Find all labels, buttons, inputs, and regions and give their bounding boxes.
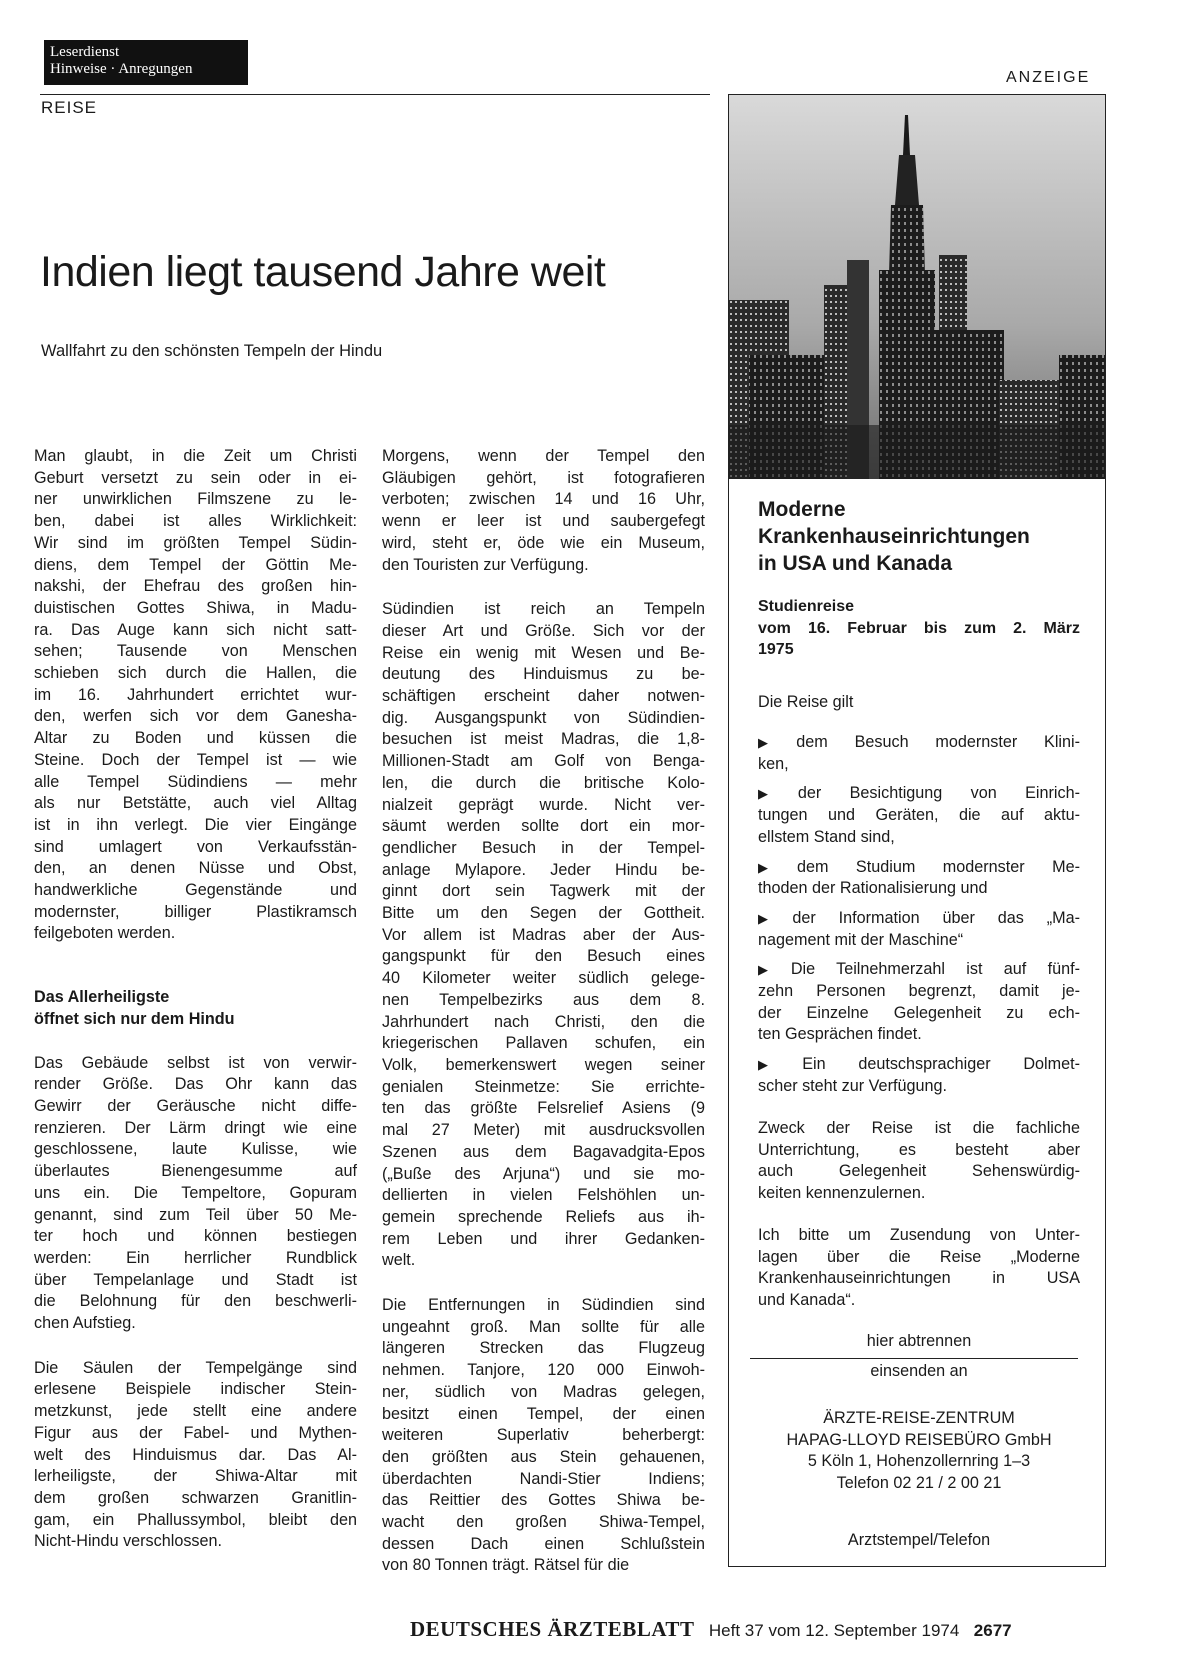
text-line: rem Leben und ihrer Gedanken- [382,1229,705,1248]
text-line: gemein sprechende Reliefs aus ih- [382,1207,705,1226]
text-line: metzkunst, jede stellt eine andere [34,1402,357,1421]
text-line: len, die durch die britische Kolo- [382,773,705,792]
text-line: wacht den großen Shiwa-Tempel, [382,1513,705,1532]
text-line: Figur aus der Fabel- und Mythen- [34,1423,357,1442]
text-line: erlesene Beispiele indischer Stein- [34,1380,357,1399]
ad-bullet-item [758,783,1080,848]
text-line: gangspunkt für den Besuch eines [382,947,705,966]
bullet-arrow-icon: ▶ [758,786,792,802]
badge-line-1: Leserdienst [50,44,120,60]
text-line: dellierten in vielen Felshöhlen un- [382,1186,705,1205]
text-line: Nicht-Hindu verschlossen. [34,1532,223,1551]
bullet-text: ken, [758,754,789,773]
text-line [758,1076,1080,1098]
paragraph [34,446,357,945]
footer-issue: Heft 37 vom 12. September 1974 [708,1621,960,1640]
bullet-text: thoden der Rationalisierung und [758,879,988,898]
text-line: über Tempelanlage und Stadt ist [34,1270,357,1289]
ad-bullet-item [758,732,1080,775]
text-line: geschlossene, laute Kulisse, wie [34,1140,357,1159]
text-line: render Größe. Das Ohr kann das [34,1075,357,1094]
bullet-text: dem Besuch modernster Klini- [796,733,1080,751]
text-line: duistischen Gottes Shiwa, in Madu- [34,598,357,617]
address-line-2: HAPAG-LLOYD REISEBÜRO GmbH [786,1430,1052,1449]
text-line: modernster, billiger Plastikramsch [34,902,357,921]
address-line-4: Telefon 02 21 / 2 00 21 [836,1474,1002,1493]
text-line: renzieren. Der Lärm dringt wie eine [34,1118,357,1137]
bullet-text: nagement mit der Maschine“ [758,930,964,949]
text-line: nakshi, der Ehefrau des großen hin- [34,577,357,596]
text-line: längeren Strecken das Flugzeug [382,1339,705,1358]
ad-title [758,496,1030,577]
bullet-arrow-icon: ▶ [758,859,791,875]
text-line: auch Gelegenheit Sehenswürdig- [758,1162,1080,1181]
study-line-2: vom 16. Februar bis zum 2. März [758,619,1080,637]
text-line: überdachten Nandi-Stier Indiens; [382,1469,705,1488]
text-line: den, werfen sich vor dem Ganesha- [34,707,357,726]
text-line: genannt, sind zum Teil über 50 Me- [34,1205,357,1224]
ad-bullet-item [758,959,1080,1046]
address-line-1: ÄRZTE-REISE-ZENTRUM [823,1409,1015,1427]
ad-request [758,1225,1080,1312]
text-line: Steine. Doch der Tempel ist — wie [34,750,357,769]
bullet-text: ten Gesprächen findet. [758,1025,922,1044]
text-line: lagen über die Reise „Moderne [758,1247,1080,1266]
text-line [758,1024,1080,1046]
text-line: dig. Ausgangspunkt von Südindien- [382,708,705,727]
study-line-1: Studienreise [758,598,855,615]
text-line: besuchen ist meist Madras, die 1,8- [382,730,705,749]
text-line [758,930,1080,952]
subheading-line-2: öffnet sich nur dem Hindu [34,1009,235,1028]
text-line: nen Tempelbezirks aus dem 8. [382,990,705,1009]
text-line: anlage Mylapore. Jeder Hindu be- [382,860,705,879]
article-column-1 [34,446,357,1576]
section-label: REISE [41,98,98,117]
text-line: nialzeit geprägt wurde. Nicht ver- [382,795,705,814]
text-line [758,908,1080,930]
page-footer [410,1617,1100,1642]
text-line: von 80 Tonnen trägt. Rätsel für die [382,1556,630,1575]
paragraph [382,446,705,576]
text-line: überlautes Bienengesumme auf [34,1162,357,1181]
ad-study-trip [758,596,1080,661]
text-line [758,981,1080,1003]
bullet-arrow-icon: ▶ [758,1057,797,1073]
article-headline: Indien liegt tausend Jahre weit [40,248,606,296]
text-line: genialen Steinmetze: Sie errichte- [382,1077,705,1096]
text-line: den, an denen Nüsse und Obst, [34,859,357,878]
text-line: weiteren Superlativ beherbergt: [382,1426,705,1445]
ad-bullet-item [758,1054,1080,1097]
text-line: diens, dem Tempel der Göttin Me- [34,555,357,574]
text-line: ner, südlich von Madras gelegen, [382,1382,705,1401]
text-line: Vor allem ist Madras aber der Aus- [382,925,705,944]
bullet-text: scher steht zur Verfügung. [758,1076,947,1095]
stamp-label: Arztstempel/Telefon [847,1531,991,1549]
text-line: Gewirr der Geräusche nicht diffe- [34,1096,357,1115]
text-line: schieben sich durch die Hallen, die [34,664,357,683]
text-line: Reise ein wenig mit Wesen und Be- [382,643,705,662]
text-line [758,959,1080,981]
cut-here-label: hier abtrennen [866,1332,972,1350]
text-line: wird, steht er, öde wie ein Museum, [382,533,705,552]
ad-label: ANZEIGE [1006,69,1091,86]
text-line: Das Gebäude selbst ist von verwir- [34,1053,357,1072]
text-line: im 16. Jahrhundert errichtet wur- [34,685,357,704]
text-line: Szenen aus dem Bagavadgita-Epos [382,1142,705,1161]
text-line: ist in ihn verlegt. Die vier Eingänge [34,815,357,834]
bullet-text: zehn Personen begrenzt, damit je- [758,982,1080,1001]
text-line: alle Tempel Südindiens — mehr [34,772,357,791]
bullet-text: der Einzelne Gelegenheit zu ech- [758,1003,1080,1022]
article-column-2 [382,446,705,1600]
text-line: besitzt einen Tempel, der einen [382,1404,705,1423]
skyline-photo [729,95,1105,479]
text-line: werden: Ein herrlicher Rundblick [34,1248,357,1267]
text-line: Gläubigen gehört, ist fotografieren [382,468,705,487]
text-line: chen Aufstieg. [34,1314,136,1333]
text-line: deutung des Hinduismus zu be- [382,665,705,684]
text-line: sehen; Tausende von Menschen [34,642,357,661]
address-line-3: 5 Köln 1, Hohenzollernring 1–3 [807,1452,1031,1471]
badge-line-2: Hinweise · Anregungen [50,61,193,77]
text-line: Wir sind im größten Tempel Südin- [34,533,357,552]
text-line: säumt werden sollte dort ein mor- [382,817,705,836]
text-line: ben, dabei ist alles Wirklichkeit: [34,512,357,531]
text-line: dessen Dach einen Schlußstein [382,1534,705,1553]
text-line: nehmen. Tanjore, 120 000 Einwoh- [382,1361,705,1380]
ad-title-line-3: in USA und Kanada [758,552,953,575]
text-line: Altar zu Boden und küssen die [34,729,357,748]
cut-line [750,1358,1078,1359]
text-line: Zweck der Reise ist die fachliche [758,1119,1080,1137]
paragraph [382,599,705,1272]
text-line [758,827,1080,849]
text-line: Unterrichtung, es besteht aber [758,1140,1080,1159]
text-line: wenn er leer ist und saubergefegt [382,512,705,531]
ad-bullet-list [758,732,1080,1106]
ad-intro: Die Reise gilt [758,693,854,711]
text-line: handwerkliche Gegenstände und [34,881,357,900]
text-line: Die Entfernungen in Südindien sind [382,1296,705,1315]
text-line [758,783,1080,805]
paragraph [382,1295,705,1577]
text-line: Bitte um den Segen der Gottheit. [382,904,705,923]
page-number: 2677 [973,1621,1012,1640]
bullet-text: Ein deutschsprachiger Dolmet- [802,1055,1080,1074]
bullet-arrow-icon: ▶ [758,735,791,750]
text-line [758,878,1080,900]
text-line: welt. [382,1251,416,1270]
text-line [758,805,1080,827]
text-line: den Touristen zur Verfügung. [382,555,589,574]
text-line: Man glaubt, in die Zeit um Christi [34,447,357,465]
text-line: mal 27 Meter) mit ausdrucksvollen [382,1121,705,1140]
text-line: ner unwirklichen Filmszene zu le- [34,490,357,509]
footer-brand: DEUTSCHES ÄRZTEBLATT [410,1617,695,1641]
bullet-arrow-icon: ▶ [758,910,787,926]
text-line: welt des Hinduismus dar. Das Al- [34,1445,357,1464]
bullet-text: Die Teilnehmerzahl ist auf fünf- [790,960,1080,979]
text-line: und Kanada“. [758,1291,856,1310]
text-line [758,1003,1080,1025]
leserdienst-badge [44,40,248,85]
ad-address [758,1408,1080,1495]
ad-bullet-item [758,857,1080,900]
text-line: („Buße des Arjuna“) und sie mo- [382,1164,705,1183]
text-line: verboten; zwischen 14 und 16 Uhr, [382,490,705,509]
bullet-text: dem Studium modernster Me- [796,857,1080,876]
text-line: die Belohnung für den beschwerli- [34,1292,357,1311]
send-to-label: einsenden an [870,1362,968,1380]
text-line: ungeahnt groß. Man sollte für alle [382,1317,705,1336]
text-line: Volk, bemerkenswert wegen seiner [382,1055,705,1074]
ad-title-line-2: Krankenhauseinrichtungen [758,525,1030,548]
text-line: Krankenhauseinrichtungen in USA [758,1269,1080,1288]
text-line: dem großen schwarzen Granitlin- [34,1488,357,1507]
article-subtitle: Wallfahrt zu den schönsten Tempeln der Hindu [41,342,383,360]
text-line: uns ein. Die Tempeltore, Gopuram [34,1183,357,1202]
text-line: dieser Art und Größe. Sich vor der [382,621,705,640]
section-rule [40,94,710,95]
text-line: Die Säulen der Tempelgänge sind [34,1358,357,1377]
paragraph [34,1358,357,1553]
text-line: ra. Das Auge kann sich nicht satt- [34,620,357,639]
bullet-text: der Information über das „Ma- [792,908,1080,927]
text-line: sind umlagert von Verkaufsstän- [34,837,357,856]
text-line: 40 Kilometer weiter südlich gelege- [382,969,705,988]
ad-title-line-1: Moderne [758,498,846,521]
text-line: Morgens, wenn der Tempel den [382,447,705,465]
text-line: Jahrhundert nach Christi, den die [382,1012,705,1031]
text-line: das Reittier des Gottes Shiwa be- [382,1491,705,1510]
text-line: gam, ein Phallussymbol, bleibt den [34,1510,357,1529]
text-line: keiten kennenzulernen. [758,1184,926,1203]
text-line [758,732,1080,754]
text-line: ten das größte Felsrelief Asiens (9 [382,1099,705,1118]
text-line: Südindien ist reich an Tempeln [382,600,705,619]
text-line: ginnt dort sein Tagwerk mit der [382,882,705,901]
text-line: Millionen-Stadt am Golf von Benga- [382,752,705,771]
bullet-text: tungen und Geräten, die auf aktu- [758,806,1080,825]
paragraph [34,1053,357,1335]
subheading-line-1: Das Allerheiligste [34,988,170,1007]
text-line [758,1054,1080,1076]
article-subheading [34,987,357,1030]
ad-bullet-item [758,908,1080,951]
bullet-arrow-icon: ▶ [758,962,785,978]
text-line: Ich bitte um Zusendung von Unter- [758,1226,1080,1244]
text-line [758,754,1080,776]
text-line: den größten aus Stein gehauenen, [382,1447,705,1466]
text-line: ter hoch und können bestiegen [34,1227,357,1246]
text-line: gendlicher Besuch in der Tempel- [382,838,705,857]
bullet-text: der Besichtigung von Einrich- [797,784,1080,803]
text-line: lerheiligste, der Shiwa-Altar mit [34,1467,357,1486]
text-line: als nur Betstätte, auch viel Alltag [34,794,357,813]
study-line-3: 1975 [758,641,794,658]
text-line: kriegerischen Pallaven schufen, ein [382,1034,705,1053]
ad-purpose [758,1118,1080,1205]
text-line: schäftigen erscheint daher notwen- [382,687,705,706]
bullet-text: ellstem Stand sind, [758,827,895,846]
text-line [758,857,1080,879]
text-line: Geburt versetzt zu sein oder in ei- [34,468,357,487]
text-line: feilgeboten werden. [34,924,176,943]
